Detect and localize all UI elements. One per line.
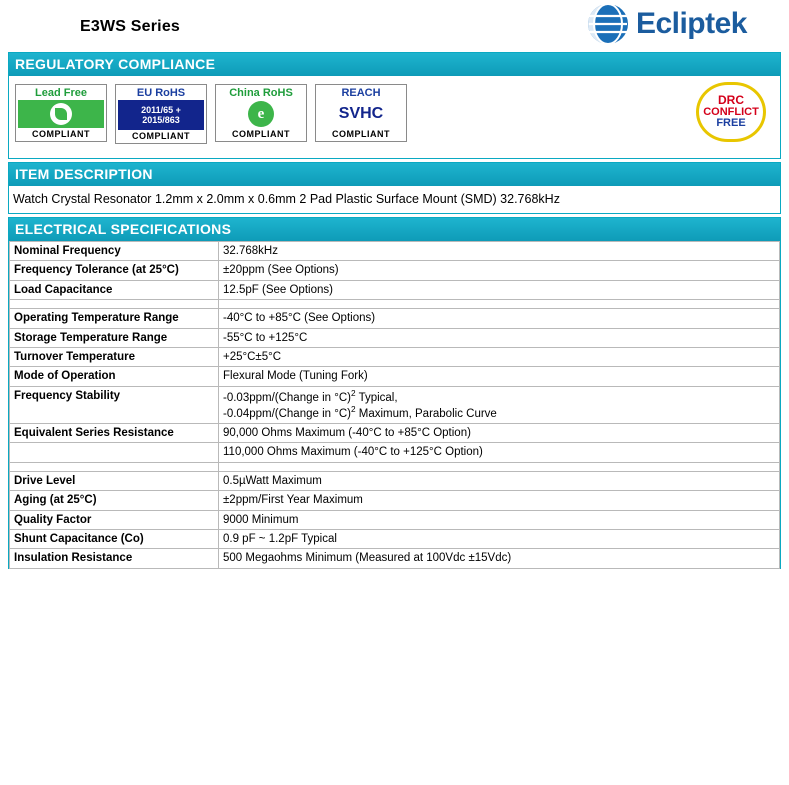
spec-value: -55°C to +125°C bbox=[219, 328, 780, 347]
spec-value: 0.5µWatt Maximum bbox=[219, 471, 780, 490]
badge-eu-rohs-status: COMPLIANT bbox=[132, 131, 190, 142]
spec-value: -0.03ppm/(Change in °C)$^2$ Typical, -0.04ppm/(Change in °C)$^2$ Maximum, Parabolic Curve bbox=[219, 386, 780, 423]
spec-value: ±20ppm (See Options) bbox=[219, 261, 780, 280]
table-row bbox=[10, 280, 780, 299]
spec-value: 110,000 Ohms Maximum (-40°C to +125°C Option) bbox=[219, 443, 780, 462]
drc-line-3: FREE bbox=[716, 117, 746, 130]
spec-value: -40°C to +85°C (See Options) bbox=[219, 309, 780, 328]
table-row bbox=[10, 491, 780, 510]
electrical-specifications-table bbox=[9, 241, 780, 569]
badge-reach-status: COMPLIANT bbox=[332, 129, 390, 140]
table-row bbox=[10, 510, 780, 529]
table-row bbox=[10, 242, 780, 261]
badge-china-rohs bbox=[215, 84, 307, 142]
badge-lead-free-status: COMPLIANT bbox=[32, 129, 90, 140]
spec-label: Drive Level bbox=[10, 471, 219, 490]
badge-reach bbox=[315, 84, 407, 142]
table-row bbox=[10, 471, 780, 490]
electrical-specifications-header: ELECTRICAL SPECIFICATIONS bbox=[9, 218, 780, 241]
compliance-badges-area bbox=[9, 76, 780, 158]
table-row bbox=[10, 529, 780, 548]
badge-lead-free bbox=[15, 84, 107, 142]
spec-label: Storage Temperature Range bbox=[10, 328, 219, 347]
table-row bbox=[10, 367, 780, 386]
spec-label: Aging (at 25°C) bbox=[10, 491, 219, 510]
spec-label: Shunt Capacitance (Co) bbox=[10, 529, 219, 548]
badge-lead-free-title: Lead Free bbox=[35, 87, 87, 99]
spec-label: Insulation Resistance bbox=[10, 549, 219, 568]
spec-label: Mode of Operation bbox=[10, 367, 219, 386]
page-header bbox=[0, 0, 789, 52]
table-row bbox=[10, 309, 780, 328]
ecliptek-globe-icon bbox=[586, 2, 630, 46]
table-row bbox=[10, 549, 780, 568]
spec-label: Nominal Frequency bbox=[10, 242, 219, 261]
badge-reach-title: REACH bbox=[341, 87, 381, 99]
spec-value: 90,000 Ohms Maximum (-40°C to +85°C Option) bbox=[219, 424, 780, 443]
brand-name: Ecliptek bbox=[635, 7, 747, 40]
badge-eu-rohs bbox=[115, 84, 207, 144]
spec-label: Frequency Tolerance (at 25°C) bbox=[10, 261, 219, 280]
electrical-specifications-section bbox=[8, 217, 781, 569]
table-row bbox=[10, 261, 780, 280]
spec-label: Equivalent Series Resistance bbox=[10, 424, 219, 443]
spec-value: 0.9 pF ~ 1.2pF Typical bbox=[219, 529, 780, 548]
spec-value: 12.5pF (See Options) bbox=[219, 280, 780, 299]
reach-icon: SVHC bbox=[316, 100, 406, 128]
drc-line-2: CONFLICT bbox=[703, 105, 759, 118]
spec-value: 32.768kHz bbox=[219, 242, 780, 261]
spec-value: Flexural Mode (Tuning Fork) bbox=[219, 367, 780, 386]
brand-logo bbox=[586, 2, 747, 46]
spec-label: Turnover Temperature bbox=[10, 347, 219, 366]
spec-label: Frequency Stability bbox=[10, 386, 219, 423]
regulatory-compliance-section bbox=[8, 52, 781, 159]
table-row bbox=[10, 424, 780, 443]
spec-label: Quality Factor bbox=[10, 510, 219, 529]
eu-rohs-icon: 2011/65 + 2015/863 bbox=[118, 100, 204, 130]
spec-value: 9000 Minimum bbox=[219, 510, 780, 529]
table-spacer-row bbox=[10, 462, 780, 471]
spec-label: Load Capacitance bbox=[10, 280, 219, 299]
spec-label bbox=[10, 443, 219, 462]
spec-value: ±2ppm/First Year Maximum bbox=[219, 491, 780, 510]
badge-eu-rohs-title: EU RoHS bbox=[136, 87, 186, 99]
table-row bbox=[10, 347, 780, 366]
drc-line-1: DRC bbox=[718, 93, 744, 108]
spec-value: 500 Megaohms Minimum (Measured at 100Vdc ±15Vdc) bbox=[219, 549, 780, 568]
table-row bbox=[10, 443, 780, 462]
table-row bbox=[10, 328, 780, 347]
drc-conflict-free-badge bbox=[696, 82, 766, 142]
table-row bbox=[10, 386, 780, 423]
item-description-text: Watch Crystal Resonator 1.2mm x 2.0mm x 0.6mm 2 Pad Plastic Surface Mount (SMD) 32.768kHz bbox=[13, 192, 560, 206]
regulatory-compliance-header: REGULATORY COMPLIANCE bbox=[9, 53, 780, 76]
item-description-header: ITEM DESCRIPTION bbox=[9, 163, 780, 186]
leaf-icon bbox=[18, 100, 104, 128]
page-title: E3WS Series bbox=[80, 18, 181, 35]
badge-china-rohs-title: China RoHS bbox=[229, 87, 293, 99]
spec-value: +25°C±5°C bbox=[219, 347, 780, 366]
china-rohs-icon: e bbox=[216, 100, 306, 128]
badge-china-rohs-status: COMPLIANT bbox=[232, 129, 290, 140]
spec-label: Operating Temperature Range bbox=[10, 309, 219, 328]
item-description-section bbox=[8, 162, 781, 214]
table-spacer-row bbox=[10, 300, 780, 309]
